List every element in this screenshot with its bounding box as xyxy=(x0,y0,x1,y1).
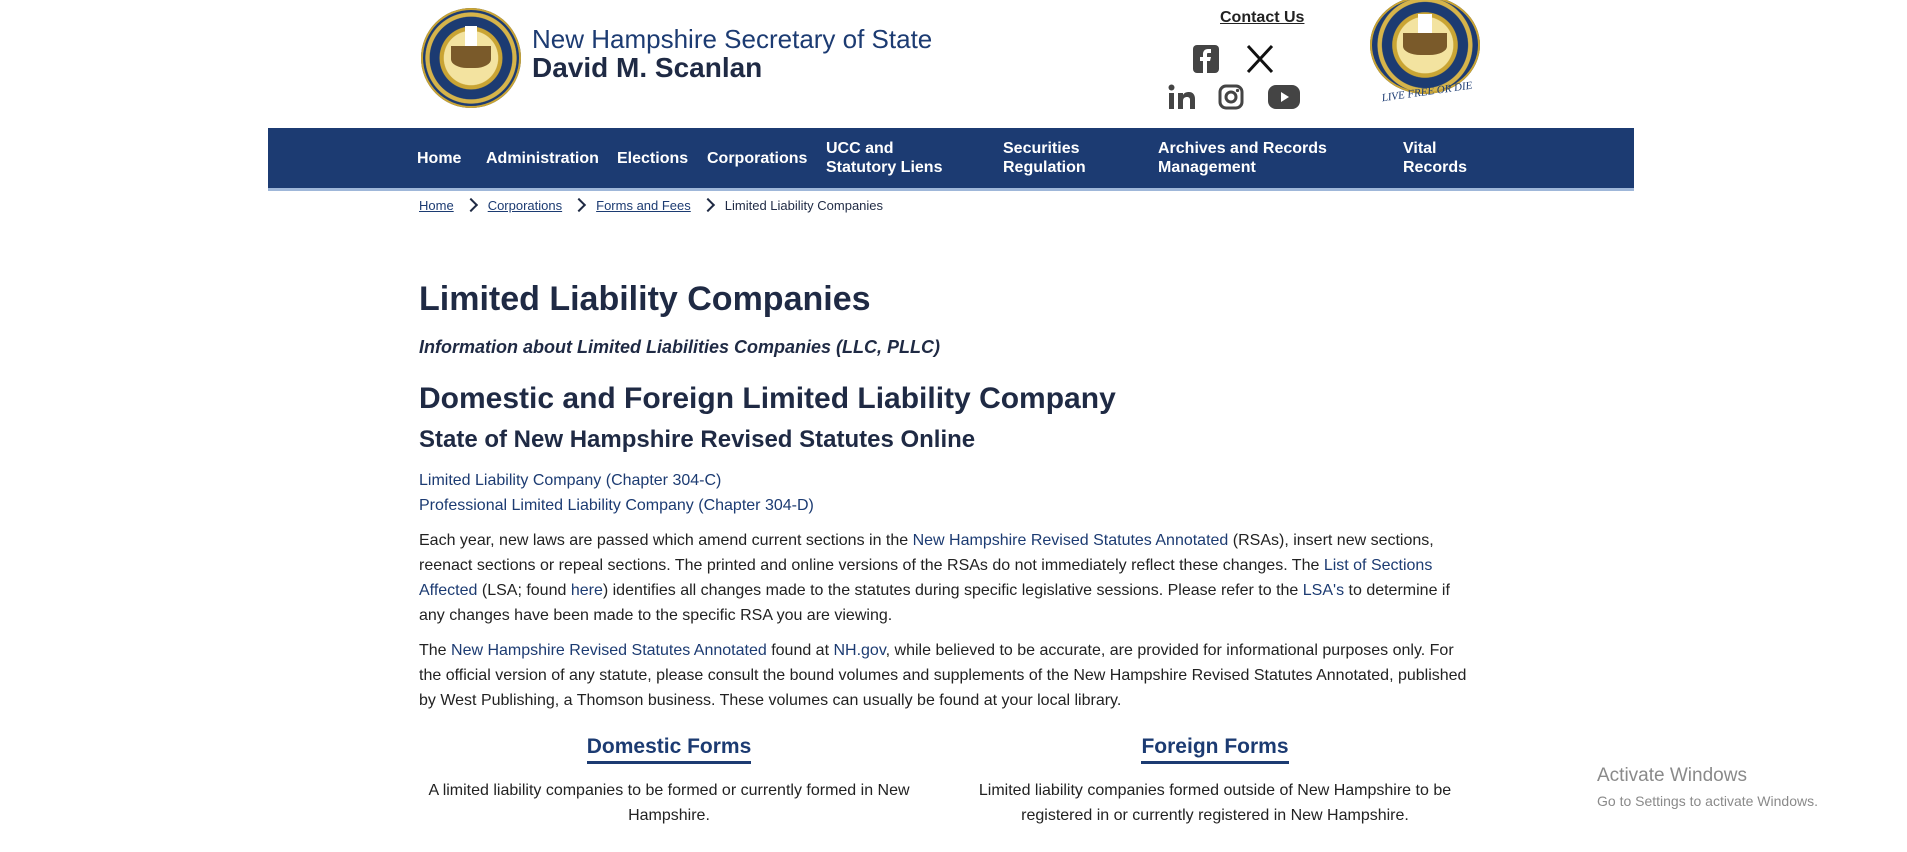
foreign-forms-description: Limited liability companies formed outside of New Hampshire to be registered in or currently registered in New Hampshire. xyxy=(978,782,1452,824)
linkedin-icon[interactable] xyxy=(1168,84,1196,110)
contact-us-link[interactable]: Contact Us xyxy=(1220,9,1305,26)
nav-vital-records[interactable]: Vital Records xyxy=(1403,140,1468,176)
breadcrumb-corporations[interactable]: Corporations xyxy=(487,197,563,213)
rsa-paragraph: Each year, new laws are passed which amend current sections in the New Hampshire Revised Statutes Annotated (RSAs), insert new sections, reenact sections or repeal sections. The printed and online versions of the RSAs do not immediately reflect these changes. The List of Sections Affected (LSA; found here) identifies all changes made to the statutes during specific legislative sessions. Please refer to the LSA's to determine if any changes have been made to the specific RSA you are viewing. xyxy=(419,532,1450,624)
instagram-icon[interactable] xyxy=(1218,84,1244,110)
foreign-forms-link[interactable]: Foreign Forms xyxy=(1141,735,1288,764)
state-motto: LIVE FREE OR DIE xyxy=(1380,79,1474,105)
forms-section xyxy=(419,735,1475,835)
lsas-link[interactable]: LSA's xyxy=(1302,582,1345,599)
breadcrumb-forms-fees[interactable]: Forms and Fees xyxy=(596,197,691,213)
nav-archives-records[interactable]: Archives and Records Management xyxy=(1158,140,1327,176)
site-header xyxy=(0,0,1907,128)
breadcrumb-current: Limited Liability Companies xyxy=(724,197,884,213)
domestic-forms-description: A limited liability companies to be formed or currently formed in New Hampshire. xyxy=(428,782,910,824)
state-seal-logo[interactable] xyxy=(421,8,521,108)
breadcrumb-home[interactable]: Home xyxy=(419,197,454,213)
secretary-name: David M. Scanlan xyxy=(532,52,763,83)
foreign-forms-card xyxy=(965,735,1465,828)
llc-chapter-link[interactable]: Limited Liability Company (Chapter 304-C) xyxy=(419,472,722,489)
chevron-right-icon xyxy=(701,198,715,212)
nav-corporations[interactable]: Corporations xyxy=(707,149,808,167)
domestic-forms-card xyxy=(419,735,919,828)
rsa-link-2[interactable]: New Hampshire Revised Statutes Annotated xyxy=(451,642,767,659)
pllc-chapter-link[interactable]: Professional Limited Liability Company (Chapter 304-D) xyxy=(419,497,814,514)
breadcrumb xyxy=(419,195,883,215)
site-title[interactable]: New Hampshire Secretary of State xyxy=(532,24,933,54)
facebook-icon[interactable] xyxy=(1193,45,1219,73)
here-link[interactable]: here xyxy=(570,582,603,599)
activate-windows-watermark: Activate Windows Go to Settings to activate Windows. xyxy=(1597,765,1818,809)
nav-home[interactable]: Home xyxy=(417,149,462,167)
main-nav xyxy=(268,128,1634,191)
lsa-link[interactable]: List of Sections Affected xyxy=(419,557,1433,599)
nav-administration[interactable]: Administration xyxy=(486,149,599,167)
chevron-right-icon xyxy=(464,198,478,212)
disclaimer-paragraph: The New Hampshire Revised Statutes Annotated found at NH.gov, while believed to be accurate, are provided for informational purposes only. For the official version of any statute, please consult the bound volumes and supplements of the New Hampshire Revised Statutes Annotated, published by West Publishing, a Thomson business. These volumes can usually be found at your local library. xyxy=(419,642,1467,709)
x-icon[interactable] xyxy=(1246,44,1274,74)
section-heading: Domestic and Foreign Limited Liability Company xyxy=(419,382,1116,415)
nav-elections[interactable]: Elections xyxy=(617,149,689,167)
rsa-link[interactable]: New Hampshire Revised Statutes Annotated xyxy=(912,532,1229,549)
nav-securities-regulation[interactable]: Securities Regulation xyxy=(1003,140,1086,176)
subsection-heading: State of New Hampshire Revised Statutes Online xyxy=(419,426,976,453)
domestic-forms-link[interactable]: Domestic Forms xyxy=(587,735,752,764)
page-subtitle: Information about Limited Liabilities Companies (LLC, PLLC) xyxy=(419,337,941,357)
nh-gov-link[interactable]: NH.gov xyxy=(833,642,886,659)
nav-ucc-statutory-liens[interactable]: UCC and Statutory Liens xyxy=(826,140,943,176)
page-title: Limited Liability Companies xyxy=(419,280,871,318)
youtube-icon[interactable] xyxy=(1268,84,1300,110)
chevron-right-icon xyxy=(572,198,586,212)
statute-links xyxy=(419,468,1475,518)
main-content xyxy=(419,280,1475,713)
